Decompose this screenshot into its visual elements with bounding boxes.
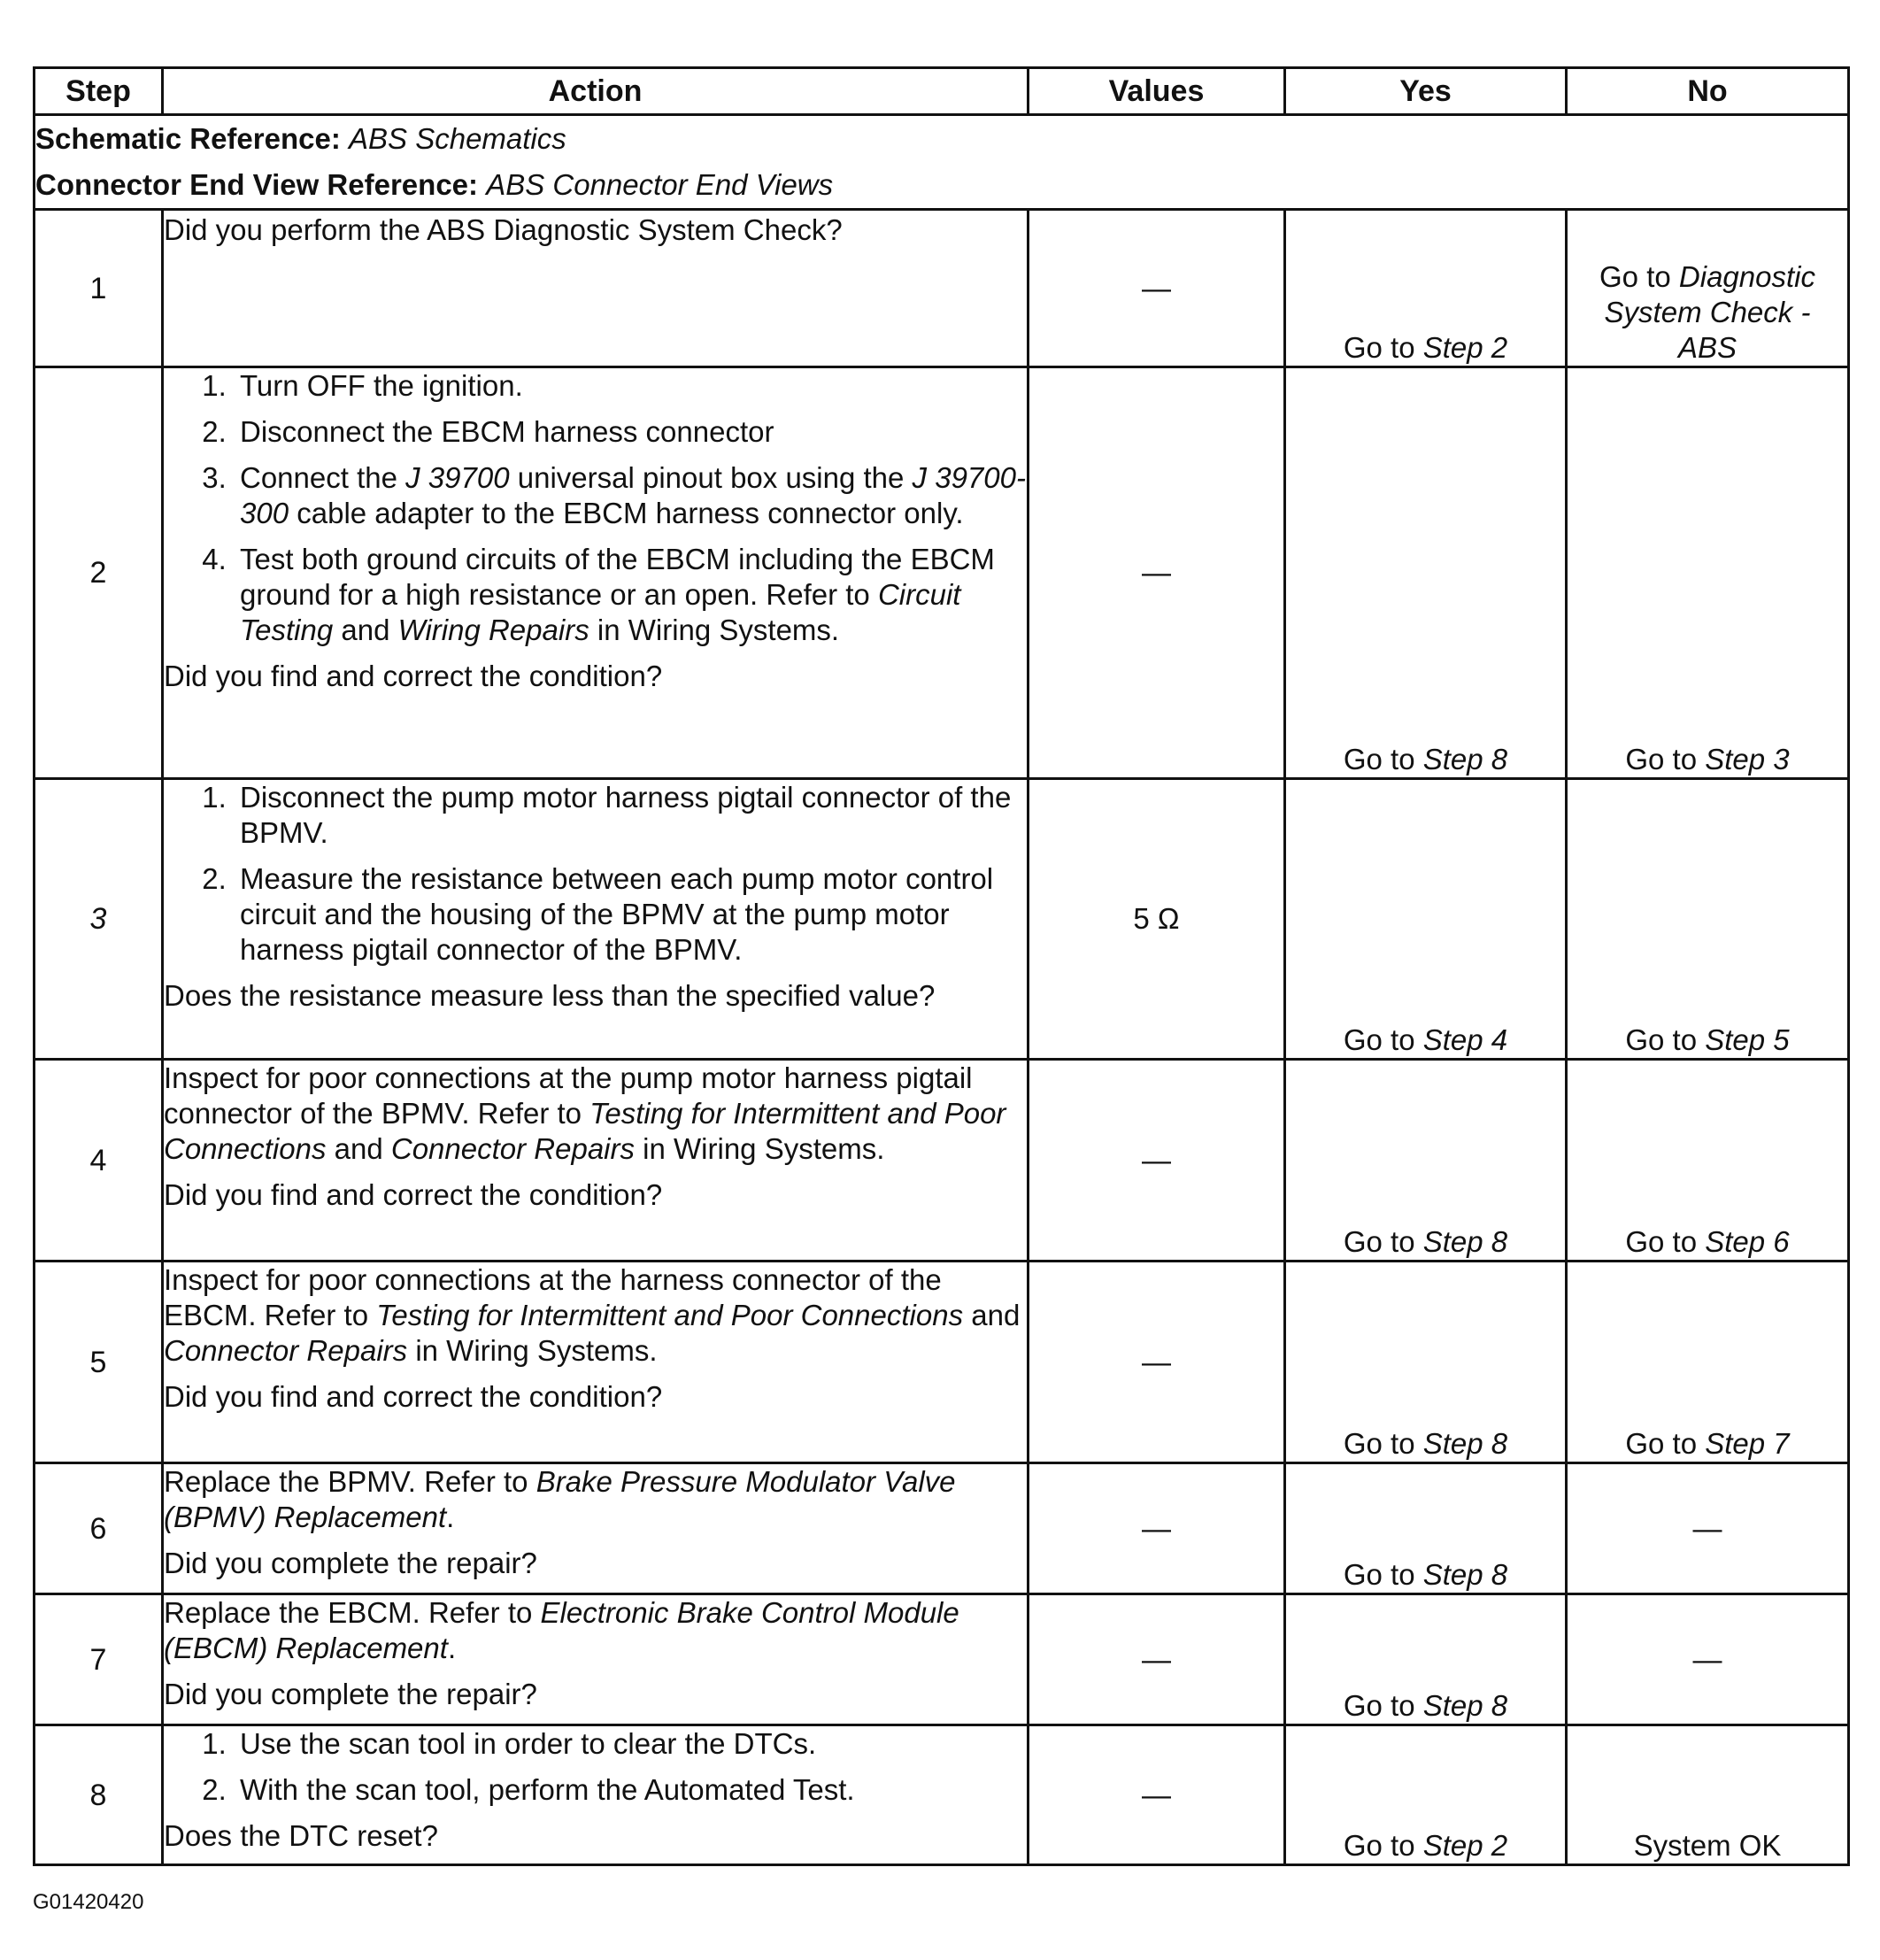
- step-yes: [1285, 367, 1567, 779]
- step-action: [163, 210, 1029, 367]
- no-prefix: Go to: [1599, 260, 1671, 293]
- yes-target: Step 8: [1422, 1689, 1508, 1722]
- instruction-text: Test both ground circuits of the EBCM including the EBCM ground for a high resistance or an open. Refer to: [240, 543, 995, 611]
- yes-target: Step 8: [1422, 743, 1508, 776]
- instruction-item: 1. Use the scan tool in order to clear the DTCs.: [235, 1726, 1027, 1762]
- step-instruction: [164, 1262, 1027, 1369]
- doc-reference: Wiring Repairs: [397, 613, 589, 646]
- yes-prefix: Go to: [1343, 743, 1415, 776]
- step-instruction: [164, 1061, 1027, 1167]
- instruction-text: in Wiring Systems.: [415, 1334, 658, 1367]
- step-number: 4: [35, 1060, 163, 1262]
- step-number: 1: [35, 210, 163, 367]
- instruction-text: Inspect for poor connections at the harness connector of the EBCM. Refer to: [164, 1263, 942, 1331]
- instruction-text: .: [447, 1632, 457, 1664]
- yes-target: Step 8: [1422, 1427, 1508, 1460]
- yes-target: Step 8: [1422, 1225, 1508, 1258]
- step-action: [163, 1594, 1029, 1725]
- step-instructions: [164, 368, 1027, 648]
- instruction-text: and: [971, 1299, 1021, 1331]
- yes-prefix: Go to: [1343, 1689, 1415, 1722]
- yes-prefix: Go to: [1343, 1023, 1415, 1056]
- step-question: Did you find and correct the condition?: [164, 1380, 663, 1413]
- instruction-text: Replace the EBCM. Refer to: [164, 1596, 533, 1629]
- no-prefix: Go to: [1625, 1023, 1698, 1056]
- step-number: 8: [35, 1725, 163, 1865]
- doc-reference: Electronic Brake Control Module (EBCM) Replacement: [164, 1596, 959, 1664]
- header-step: Step: [35, 68, 163, 115]
- instruction-item: [235, 460, 1027, 531]
- doc-reference: Connector Repairs: [390, 1132, 635, 1165]
- diagnostic-table: [33, 66, 1850, 1866]
- step-no: System OK: [1567, 1725, 1849, 1865]
- step-yes: [1285, 779, 1567, 1060]
- step-question: Does the DTC reset?: [164, 1819, 438, 1852]
- instruction-text: and: [341, 613, 390, 646]
- step-number: 6: [35, 1463, 163, 1594]
- yes-prefix: Go to: [1343, 331, 1415, 364]
- yes-prefix: Go to: [1343, 1558, 1415, 1591]
- step-action: [163, 1463, 1029, 1594]
- step-value: —: [1029, 1060, 1285, 1262]
- tool-reference: J 39700: [405, 461, 510, 494]
- tool-reference: J 39700-300: [240, 461, 1026, 529]
- step-action: [163, 1060, 1029, 1262]
- instruction-item: 1. Turn OFF the ignition.: [235, 368, 1027, 404]
- step-action: [163, 367, 1029, 779]
- yes-prefix: Go to: [1343, 1225, 1415, 1258]
- instruction-text: cable adapter to the EBCM harness connector only.: [297, 497, 964, 529]
- instruction-text: in Wiring Systems.: [597, 613, 840, 646]
- step-number: 2: [35, 367, 163, 779]
- doc-reference: Circuit Testing: [240, 578, 961, 646]
- no-target: Step 3: [1705, 743, 1790, 776]
- step-yes: [1285, 1262, 1567, 1463]
- step-instruction: [164, 1464, 1027, 1535]
- step-yes: [1285, 1060, 1567, 1262]
- step-instructions: [164, 780, 1027, 968]
- no-target: Step 7: [1705, 1427, 1790, 1460]
- reference-cell: [35, 115, 1849, 210]
- instruction-text: Inspect for poor connections at the pump motor harness pigtail connector of the BPMV. Refer to: [164, 1061, 973, 1130]
- schematic-reference: [35, 116, 1847, 162]
- yes-target: Step 4: [1422, 1023, 1508, 1056]
- step-no: [1567, 779, 1849, 1060]
- step-row: [35, 367, 1849, 779]
- no-prefix: Go to: [1625, 1427, 1698, 1460]
- header-row: [35, 68, 1849, 115]
- step-no: [1567, 1262, 1849, 1463]
- no-prefix: Go to: [1625, 743, 1698, 776]
- step-value: —: [1029, 1725, 1285, 1865]
- step-row: [35, 1463, 1849, 1594]
- step-yes: [1285, 1594, 1567, 1725]
- yes-target: Step 2: [1422, 331, 1508, 364]
- connector-reference-label: Connector End View Reference:: [35, 168, 479, 201]
- step-question: Did you complete the repair?: [164, 1547, 537, 1579]
- schematic-reference-value: ABS Schematics: [349, 122, 566, 155]
- step-instruction: [164, 1595, 1027, 1666]
- step-question: Did you complete the repair?: [164, 1678, 537, 1710]
- step-yes: [1285, 210, 1567, 367]
- step-question: Did you find and correct the condition?: [164, 1178, 663, 1211]
- header-values: Values: [1029, 68, 1285, 115]
- no-prefix: Go to: [1625, 1225, 1698, 1258]
- yes-target: Step 2: [1422, 1829, 1508, 1862]
- step-no: [1567, 1060, 1849, 1262]
- yes-prefix: Go to: [1343, 1829, 1415, 1862]
- step-value: —: [1029, 210, 1285, 367]
- step-no: [1567, 210, 1849, 367]
- step-row: [35, 1060, 1849, 1262]
- step-yes: [1285, 1463, 1567, 1594]
- yes-target: Step 8: [1422, 1558, 1508, 1591]
- yes-prefix: Go to: [1343, 1427, 1415, 1460]
- connector-reference: [35, 162, 1847, 208]
- step-yes: [1285, 1725, 1567, 1865]
- step-no: [1567, 367, 1849, 779]
- no-target: Step 5: [1705, 1023, 1790, 1056]
- no-target: Step 6: [1705, 1225, 1790, 1258]
- instruction-text: and: [334, 1132, 383, 1165]
- step-action: [163, 1725, 1029, 1865]
- instruction-item: 2. Measure the resistance between each pump motor control circuit and the housing of the BPMV at the pump motor harness pigtail connector of the BPMV.: [235, 861, 1027, 968]
- step-number: 5: [35, 1262, 163, 1463]
- doc-reference: Testing for Intermittent and Poor Connections: [376, 1299, 964, 1331]
- doc-reference: Brake Pressure Modulator Valve (BPMV) Replacement: [164, 1465, 956, 1533]
- header-no: No: [1567, 68, 1849, 115]
- step-value: —: [1029, 1262, 1285, 1463]
- instruction-text: in Wiring Systems.: [643, 1132, 885, 1165]
- step-value: —: [1029, 1463, 1285, 1594]
- step-action: [163, 779, 1029, 1060]
- step-row: [35, 210, 1849, 367]
- step-row: [35, 779, 1849, 1060]
- step-question: Did you perform the ABS Diagnostic System Check?: [164, 213, 843, 246]
- step-row: [35, 1725, 1849, 1865]
- step-value: 5 Ω: [1029, 779, 1285, 1060]
- step-value: —: [1029, 367, 1285, 779]
- step-action: [163, 1262, 1029, 1463]
- instruction-text: universal pinout box using the: [517, 461, 905, 494]
- step-no: —: [1567, 1463, 1849, 1594]
- step-question: Does the resistance measure less than the specified value?: [164, 979, 936, 1012]
- header-yes: Yes: [1285, 68, 1567, 115]
- doc-reference: Testing for Intermittent and Poor Connections: [164, 1097, 1006, 1165]
- step-row: [35, 1594, 1849, 1725]
- step-number: 3: [35, 779, 163, 1060]
- instruction-item: 2. Disconnect the EBCM harness connector: [235, 414, 1027, 450]
- step-question: Did you find and correct the condition?: [164, 660, 663, 692]
- instruction-text: .: [446, 1501, 455, 1533]
- instruction-item: 1. Disconnect the pump motor harness pigtail connector of the BPMV.: [235, 780, 1027, 851]
- instruction-item: [235, 542, 1027, 648]
- step-no: —: [1567, 1594, 1849, 1725]
- instruction-text: Connect the: [240, 461, 397, 494]
- figure-code: G01420420: [33, 1890, 144, 1914]
- step-row: [35, 1262, 1849, 1463]
- instruction-text: Replace the BPMV. Refer to: [164, 1465, 528, 1498]
- step-number: 7: [35, 1594, 163, 1725]
- doc-reference: Connector Repairs: [164, 1334, 408, 1367]
- schematic-reference-label: Schematic Reference:: [35, 122, 341, 155]
- connector-reference-value: ABS Connector End Views: [486, 168, 834, 201]
- step-instructions: [164, 1726, 1027, 1808]
- step-value: —: [1029, 1594, 1285, 1725]
- instruction-item: 2. With the scan tool, perform the Automated Test.: [235, 1772, 1027, 1808]
- reference-row: [35, 115, 1849, 210]
- header-action: Action: [163, 68, 1029, 115]
- no-target: Diagnostic System Check - ABS: [1604, 260, 1815, 364]
